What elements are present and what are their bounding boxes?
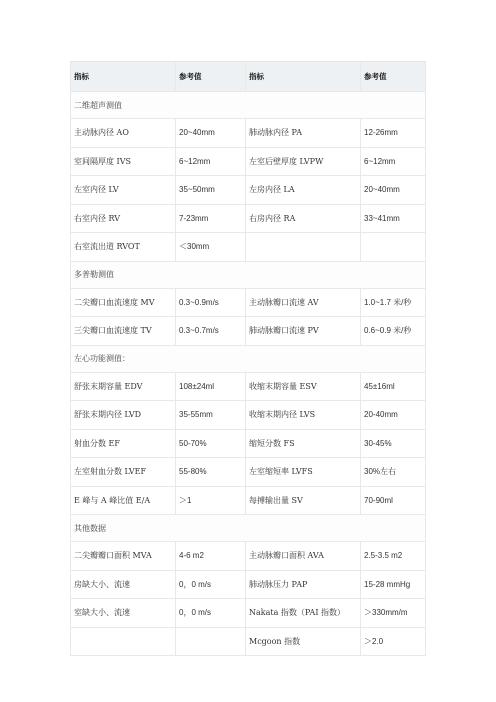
indicator-cell: 三尖瓣口血流速度 TV [71,317,176,346]
table-header-row [71,62,426,92]
indicator-cell: E 峰与 A 峰比值 E/A [71,486,176,515]
section-title: 二维超声测值 [71,92,426,119]
indicator-cell: 舒张末期容量 EDV [71,372,176,401]
header-indicator-1: 指标 [71,62,176,92]
header-indicator-2: 指标 [246,62,361,92]
reference-value-cell: ＞1 [176,486,246,515]
indicator-cell [246,233,361,262]
reference-value-cell: 20~40mm [361,176,426,205]
section-title: 多普勒测值 [71,261,426,288]
table-row [71,599,426,628]
table-row [71,317,426,346]
reference-value-cell: 6~12mm [361,147,426,176]
reference-value-cell: 0.6~0.9 米/秒 [361,317,426,346]
reference-value-cell: 2.5-3.5 m2 [361,542,426,571]
indicator-cell [71,627,176,656]
table-row [71,627,426,656]
table-row [71,401,426,430]
table-row [71,204,426,233]
reference-value-cell: 15-28 mmHg [361,570,426,599]
indicator-cell: 收缩末期内径 LVS [246,401,361,430]
reference-value-cell: 0，0 m/s [176,599,246,628]
section-title: 左心功能测值： [71,345,426,372]
indicator-cell: 左室内径 LV [71,176,176,205]
section-header-row [71,261,426,288]
reference-value-cell [176,627,246,656]
reference-value-cell: 7-23mm [176,204,246,233]
section-title: 其他数据 [71,515,426,542]
indicator-cell: 舒张末期内径 LVD [71,401,176,430]
table-row [71,119,426,148]
reference-value-cell: ＞2.0 [361,627,426,656]
table-row [71,176,426,205]
header-reference-2: 参考值 [361,62,426,92]
reference-value-cell: 35~50mm [176,176,246,205]
section-header-row [71,92,426,119]
indicator-cell: 主动脉瓣口流速 AV [246,288,361,317]
reference-value-cell [361,233,426,262]
reference-table-container [70,61,425,656]
indicator-cell: 缩短分数 FS [246,429,361,458]
reference-value-cell: 70-90ml [361,486,426,515]
indicator-cell: 室缺大小、流速 [71,599,176,628]
indicator-cell: 射血分数 EF [71,429,176,458]
indicator-cell: 右室内径 RV [71,204,176,233]
indicator-cell: 右房内径 RA [246,204,361,233]
reference-value-cell: 0.3~0.7m/s [176,317,246,346]
reference-value-cell: 0，0 m/s [176,570,246,599]
indicator-cell: 收缩末期容量 ESV [246,372,361,401]
table-body [71,92,426,656]
indicator-cell: 左室射血分数 LVEF [71,458,176,487]
indicator-cell: 房缺大小、流速 [71,570,176,599]
header-reference-1: 参考值 [176,62,246,92]
section-header-row [71,515,426,542]
indicator-cell: 二尖瓣口血流速度 MV [71,288,176,317]
reference-value-cell: 30-45% [361,429,426,458]
reference-value-cell: 20-40mm [361,401,426,430]
table-row [71,233,426,262]
reference-value-cell: 4-6 m2 [176,542,246,571]
table-row [71,288,426,317]
indicator-cell: 左室后壁厚度 LVPW [246,147,361,176]
indicator-cell: 二尖瓣瓣口面积 MVA [71,542,176,571]
table-row [71,147,426,176]
reference-value-cell: ＞330mm/m [361,599,426,628]
reference-value-cell: 108±24ml [176,372,246,401]
table-row [71,570,426,599]
reference-value-cell: 30%左右 [361,458,426,487]
indicator-cell: 室间隔厚度 IVS [71,147,176,176]
reference-value-cell: 6~12mm [176,147,246,176]
reference-value-cell: 1.0~1.7 米/秒 [361,288,426,317]
reference-value-cell: 12-26mm [361,119,426,148]
reference-value-cell: 35-55mm [176,401,246,430]
indicator-cell: 右室流出道 RVOT [71,233,176,262]
table-row [71,486,426,515]
reference-value-cell: 45±16ml [361,372,426,401]
table-row [71,458,426,487]
section-header-row [71,345,426,372]
table-row [71,542,426,571]
indicator-cell: 肺动脉压力 PAP [246,570,361,599]
echo-reference-table [70,61,426,656]
reference-value-cell: 20~40mm [176,119,246,148]
table-row [71,429,426,458]
indicator-cell: 左房内径 LA [246,176,361,205]
indicator-cell: Mcgoon 指数 [246,627,361,656]
indicator-cell: 肺动脉内径 PA [246,119,361,148]
reference-value-cell: 50-70% [176,429,246,458]
indicator-cell: 左室缩短率 LVFS [246,458,361,487]
indicator-cell: 主动脉瓣口面积 AVA [246,542,361,571]
indicator-cell: 主动脉内径 AO [71,119,176,148]
indicator-cell: 每搏输出量 SV [246,486,361,515]
table-row [71,372,426,401]
reference-value-cell: 55-80% [176,458,246,487]
reference-value-cell: 0.3~0.9m/s [176,288,246,317]
indicator-cell: Nakata 指数（PAI 指数） [246,599,361,628]
indicator-cell: 肺动脉瓣口流速 PV [246,317,361,346]
reference-value-cell: ＜30mm [176,233,246,262]
reference-value-cell: 33~41mm [361,204,426,233]
